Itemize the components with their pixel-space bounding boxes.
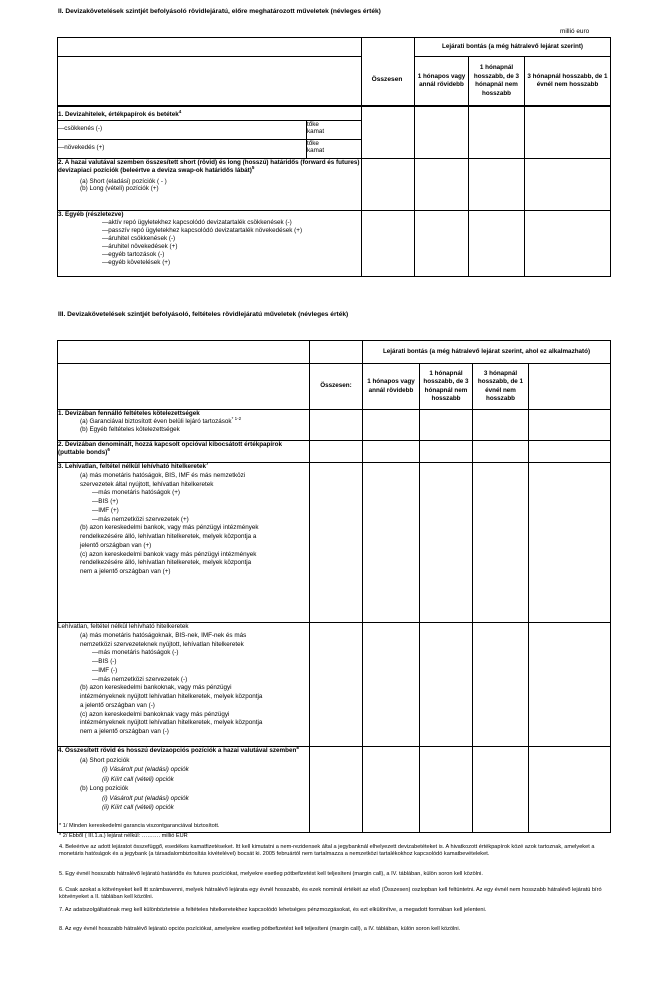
row-label: 1. Devizahitelek, értékpapírok és betétek <box>58 111 179 118</box>
value-cell[interactable] <box>415 158 469 210</box>
value-cell[interactable] <box>525 107 611 159</box>
row-label: 2. Devizában denominált, hozzá kapcsolt opcióval kibocsátott értékpapírok (puttable bonds) <box>58 441 282 456</box>
options-positions-list <box>58 756 309 814</box>
header-blank <box>58 341 310 364</box>
value-cell[interactable] <box>420 747 473 833</box>
value-cell[interactable] <box>473 747 529 833</box>
value-cell[interactable] <box>310 747 363 833</box>
list-item: rendelkezésére álló, lehívatlan hitelkeretek, melyek központja a <box>80 533 257 540</box>
list-item: (a) más monetáris hatóságok, BIS, IMF és más nemzetközi <box>80 471 246 479</box>
value-cell[interactable] <box>310 623 363 747</box>
credit-lines-provided-list <box>58 623 309 737</box>
list-item: —más monetáris hatóságok (+) <box>92 489 181 497</box>
maturity-col-1-3m: 1 hónapnál hosszabb, de 3 hónapnál nem hosszabb <box>420 364 473 410</box>
value-cell[interactable] <box>420 463 473 623</box>
value-cell[interactable] <box>310 410 363 441</box>
footnote: 7. Az adatszolgáltatónak meg kell különböztetnie a feltételes hitelkeretekhez kapcsolódó lehetséges pénzmozgásokat, és ezt elkülönítve, a megadott formában kell jelenteni. <box>59 907 487 913</box>
list-item: jelentő országban van (+) <box>80 541 152 549</box>
value-cell[interactable] <box>362 158 415 210</box>
value-cell[interactable] <box>473 441 529 463</box>
header-blank <box>310 341 363 364</box>
list-item: intézményeknek nyújtott lehívatlan hitelkeretek, melyek központja <box>80 693 263 700</box>
list-item: —más nemzetközi szervezetek (-) <box>92 675 188 683</box>
maturity-col-3-12m: 3 hónapnál hosszabb, de 1 évnél nem hosszabb <box>525 57 611 106</box>
row-foreign-loans <box>58 107 362 121</box>
value-cell[interactable] <box>415 107 469 159</box>
value-cell[interactable] <box>310 463 363 623</box>
value-cell[interactable] <box>473 623 529 747</box>
interest-label: kamat <box>307 127 325 135</box>
principal-label: tőke <box>307 139 319 147</box>
footnote-ref: 4 <box>178 108 182 114</box>
list-item: Lehívatlan, feltétel nélkül lehívható hitelkeretek <box>58 623 189 630</box>
list-item: a jelentő országban van (-) <box>80 701 155 709</box>
footnote: * 2/ Ebből ( III.1.a.) lejárat nélkül: ………. millió EUR <box>59 833 188 839</box>
row-puttable-bonds <box>58 441 310 463</box>
row-label: 1. Devizában fennálló feltételes kötelezettségek <box>58 410 200 417</box>
guaranteed-debts-label: (a) Garanciával biztosított éven belüli lejáró tartozások <box>80 418 232 425</box>
list-item: (ii) Kiírt call (vételi) opciók <box>102 775 174 783</box>
row-label <box>58 744 309 756</box>
value-cell[interactable] <box>310 441 363 463</box>
principal-interest-label <box>307 120 362 139</box>
total-column-header: Összesen <box>371 76 403 83</box>
short-positions-label: (a) Short (eladási) pozíciók ( - ) <box>80 177 167 185</box>
row-other <box>58 210 362 276</box>
list-item: szervezetek által nyújtott, lehívatlan hitelkeretek <box>80 480 214 488</box>
principal-interest-label <box>307 139 362 158</box>
unit-label: millió euro <box>560 28 590 35</box>
interest-label: kamat <box>307 146 325 154</box>
footnote: 8. Az egy évnél hosszabb hátralévő lejáratú opciós pozíciókat, amelyekre esetleg pótbefizetést kell teljesíteni (margin call), a IV. táblában, külön soron kell közölni. <box>59 926 461 932</box>
list-item: nem a jelentő országban van (-) <box>80 728 169 735</box>
value-cell[interactable] <box>420 623 473 747</box>
footnote-ref: 7 <box>206 460 209 466</box>
list-item: nem a jelentő országban van (+) <box>80 568 171 575</box>
list-item: —IMF (-) <box>92 666 118 674</box>
value-cell[interactable] <box>529 410 611 441</box>
list-item: (a) más monetáris hatóságoknak, BIS-nek, IMF-nek és más <box>80 631 247 639</box>
list-item: —más nemzetközi szervezetek (+) <box>92 515 189 523</box>
value-cell[interactable] <box>529 441 611 463</box>
list-item: —egyéb tartozások (-) <box>102 250 165 258</box>
value-cell[interactable] <box>420 441 473 463</box>
maturity-breakdown-header: Lejárati bontás (a még hátralevő lejárat szerint) <box>415 38 611 57</box>
value-cell[interactable] <box>525 158 611 210</box>
principal-label: tőke <box>307 120 319 128</box>
row-increase: —növekedés (+) <box>58 139 307 158</box>
list-item: intézményeknek nyújtott lehívatlan hitelkeretek, melyek központja <box>80 719 263 727</box>
list-item: —áruhitel növekedések (+) <box>102 242 178 250</box>
footnote: 6. Csak azokat a kötvényeket kell itt számbavenni, melyek hátralévő lejárata egy évnél hosszabb, és ezek nominál értékét az első (Összesen) oszlopban kell feltüntetni. Az egy évnél nem hosszabb hátralévő lejáratú bíró kötvényeket a II. táblában kell közölni. <box>59 887 602 901</box>
list-item: rendelkezésére álló, lehívatlan hitelkeretek, melyek központja <box>80 559 252 567</box>
section-iii-table <box>57 340 611 833</box>
list-item: —passzív repó ügyletekhez kapcsolódó devizatartalék növekedések (+) <box>102 226 303 234</box>
list-item: —egyéb követelések (+) <box>102 258 171 266</box>
list-item: (i) Vásárolt put (eladási) opciók <box>102 766 189 774</box>
list-item: (c) azon kereskedelmi bankok vagy más pénzügyi intézmények <box>80 550 257 558</box>
credit-lines-list <box>58 472 309 577</box>
footnote-ref: 6 <box>107 446 110 452</box>
value-cell[interactable] <box>469 107 525 159</box>
list-item: —BIS (-) <box>92 658 117 665</box>
row-credit-lines-provided <box>58 623 310 747</box>
list-item: (ii) Kiírt call (vételi) opciók <box>102 804 174 812</box>
footnote-ref: 5 <box>251 164 255 170</box>
value-cell[interactable] <box>415 210 469 276</box>
value-cell[interactable] <box>363 623 420 747</box>
header-blank <box>58 364 310 410</box>
footnote: * 1/ Minden kereskedelmi garancia viszontgaranciával biztosított. <box>59 823 220 829</box>
section-ii-table <box>57 37 611 277</box>
maturity-col-1-3m: 1 hónapnál hosszabb, de 3 hónapnál nem hosszabb <box>469 57 525 106</box>
maturity-col-3-12m: 3 hónapnál hosszabb, de 1 évnél nem hosszabb <box>473 364 529 410</box>
footnote: 4. Beleértve az adott lejáratot összefüggő, esedékes kamatfizetéseket. Itt kell kimutatni a nem-rezidensek által a jegybanknál elhelyezett devizabetéteket is. A hivatkozott értékpapírok közé azok tartoznak, amelyeket a monetáris hatóságok és a jegybank (a társadalombiztosítás kivételével) bocsát ki. 2005 februártól nem tartalmazza a nemzetközi tartalékokhoz kapcsolódó kamatbevételeket. <box>59 844 595 858</box>
other-contingent-label: (b) Egyéb feltételes kötelezettségek <box>80 426 180 433</box>
value-cell[interactable] <box>362 210 415 276</box>
value-cell[interactable] <box>529 747 611 833</box>
maturity-col-1m: 1 hónapos vagy annál rövidebb <box>415 57 469 106</box>
row-options-positions <box>58 744 310 833</box>
value-cell[interactable] <box>362 107 415 159</box>
header-blank <box>529 364 611 410</box>
row-decrease: —csökkenés (-) <box>58 120 307 139</box>
long-positions-label: (b) Long (vételi) pozíciók (+) <box>80 185 159 192</box>
row-forward-positions <box>58 158 362 210</box>
footnote-ref: * 1-2 <box>231 415 242 421</box>
row-label-text: 2. A hazai valutával szemben összesített short (rövid) és long (hosszú) határidős (forward és futures) devizapiaci pozíciók (beleértve a deviza swap-ok határidős lábát) <box>58 158 360 174</box>
value-cell[interactable] <box>473 463 529 623</box>
value-cell[interactable] <box>420 410 473 441</box>
list-item: —IMF (+) <box>92 506 119 514</box>
value-cell[interactable] <box>363 747 420 833</box>
maturity-breakdown-header: Lejárati bontás (a még hátralevő lejárat szerint, ahol ez alkalmazható) <box>363 341 611 364</box>
list-item: (b) Long pozíciók <box>80 785 129 793</box>
row-credit-lines <box>58 460 310 623</box>
footnote-ref: 8 <box>296 744 299 750</box>
row-label <box>58 159 361 175</box>
maturity-col-1m: 1 hónapos vagy annál rövidebb <box>363 364 420 410</box>
footnote: 5. Egy évnél hosszabb hátralévő lejáratú határidős és futures pozíciókat, melyekre esetleg pótbefizetést kell teljesíteni (margin call), a IV. táblában, külön soron kell közölni. <box>59 871 483 877</box>
value-cell[interactable] <box>363 463 420 623</box>
value-cell[interactable] <box>363 441 420 463</box>
value-cell[interactable] <box>363 410 420 441</box>
list-item: (a) Short pozíciók <box>80 756 130 764</box>
list-item: —más monetáris hatóságok (-) <box>92 649 179 657</box>
value-cell[interactable] <box>469 158 525 210</box>
row-contingent-liabilities <box>58 410 310 441</box>
section-iii-title: III. Devizakövetelések szintjét befolyásoló, feltételes rövidlejáratú műveletek (névleges érték) <box>58 311 349 318</box>
value-cell[interactable] <box>529 463 611 623</box>
header-blank <box>58 38 362 57</box>
list-item: (b) azon kereskedelmi bankoknak, vagy más pénzügyi <box>80 684 232 692</box>
header-blank <box>58 57 362 106</box>
list-item: —áruhitel csökkenések (-) <box>102 234 176 242</box>
list-item: (b) azon kereskedelmi bankok, vagy más pénzügyi intézmények <box>80 524 259 532</box>
section-ii-title: II. Devizakövetelések szintjét befolyásoló rövidlejáratú, előre meghatározott műveletek (névleges érték) <box>58 8 381 15</box>
header-blank <box>362 38 415 106</box>
row-label: 3. Egyéb (részletezve) <box>58 210 124 218</box>
row-label-text: 4. Összesített rövid és hosszú devizaopciós pozíciók a hazai valutával szemben <box>58 747 297 754</box>
list-item: —BIS (+) <box>92 498 119 505</box>
value-cell[interactable] <box>469 210 525 276</box>
value-cell[interactable] <box>529 623 611 747</box>
row-label: 3. Lehívatlan, feltétel nélkül lehívható hitelkeretek <box>58 463 207 470</box>
value-cell[interactable] <box>525 210 611 276</box>
list-item: (c) azon kereskedelmi bankoknak vagy más pénzügyi <box>80 710 230 718</box>
list-item: nemzetközi szervezeteknek nyújtott, lehívatlan hitelkeretek <box>80 640 244 648</box>
list-item: (i) Vásárolt put (eladási) opciók <box>102 794 189 802</box>
total-column-header: Összesen: <box>310 364 363 410</box>
list-item: —aktív repó ügyletekhez kapcsolódó devizatartalék csökkenések (-) <box>102 218 292 226</box>
value-cell[interactable] <box>473 410 529 441</box>
